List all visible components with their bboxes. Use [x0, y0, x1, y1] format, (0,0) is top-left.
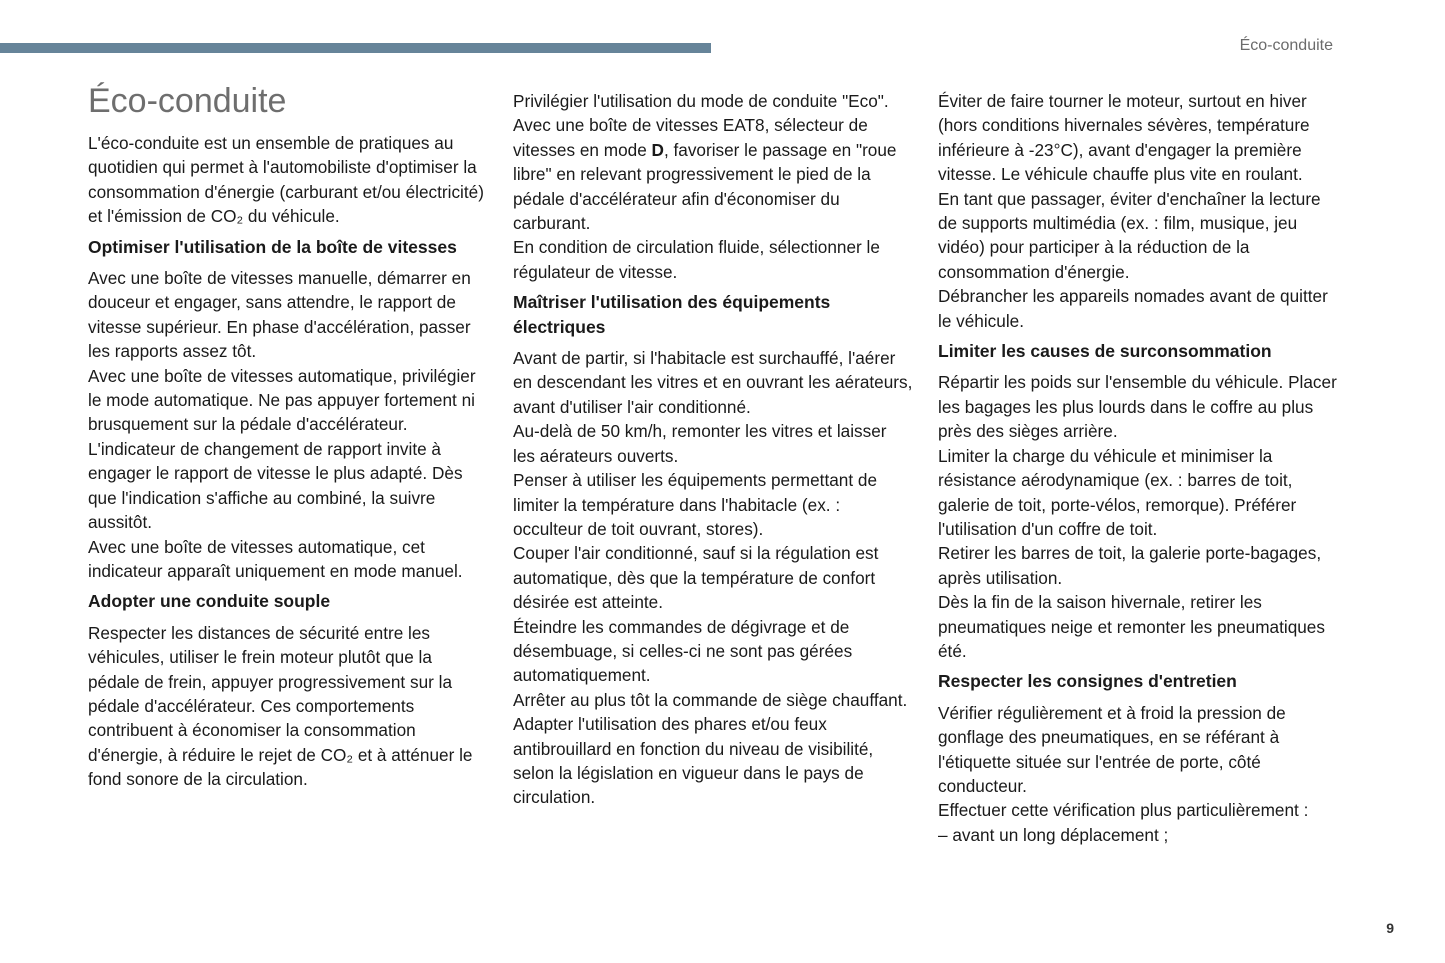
paragraph: [938, 89, 1338, 187]
section-heading: Adopter une conduite souple: [88, 591, 331, 612]
text-run: Privilégier l'utilisation du mode de conduite "Eco".: [513, 91, 889, 111]
bold-text: D: [651, 139, 664, 160]
text-run: Éviter de faire tourner le moteur, surtout en hiver (hors conditions hivernales sévères, température inférieure à -23°C), avant d'engager la première vitesse. Le véhicule chauffe plus vite en roulant.: [938, 91, 1310, 185]
paragraph: [938, 701, 1338, 799]
text-run: Avec une boîte de vitesses automatique, cet indicateur apparaît uniquement en mode manuel.: [88, 536, 463, 581]
paragraph: [513, 712, 913, 810]
section-heading: Limiter les causes de surconsommation: [938, 341, 1272, 362]
page-title: Éco-conduite: [88, 82, 287, 120]
paragraph: [938, 590, 1338, 663]
text-run: Penser à utiliser les équipements permettant de limiter la température dans l'habitacle (ex. : occulteur de toit ouvrant, stores).: [513, 470, 878, 539]
column-2: [513, 89, 913, 810]
text-run: , favoriser le passage en "roue libre" en relevant progressivement le pied de la pédale d'accélérateur afin d'économiser du carburant.: [513, 139, 897, 234]
text-run: Limiter la charge du véhicule et minimiser la résistance aérodynamique (ex. : barres de toit, galerie de toit, porte-vélos, remorque). Préférer l'utilisation d'un coffre de toit.: [938, 445, 1297, 539]
text-run: En condition de circulation fluide, sélectionner le régulateur de vitesse.: [513, 237, 880, 282]
paragraph: [513, 235, 913, 284]
paragraph: [88, 437, 486, 535]
text-run: Avec une boîte de vitesses automatique, privilégier le mode automatique. Ne pas appuyer fortement ni brusquement sur la pédale d'accélérateur.: [88, 365, 476, 435]
text-run: L'indicateur de changement de rapport invite à engager le rapport de vitesse le plus adapté. Dès que l'indication s'affiche au combiné, la suivre aussitôt.: [88, 438, 463, 533]
text-run: En tant que passager, éviter d'enchaîner la lecture de supports multimédia (ex. : film, musique, jeu vidéo) pour participer à la réduction de la consommation d'énergie.: [938, 188, 1321, 282]
paragraph: [513, 688, 913, 712]
text-run: Arrêter au plus tôt la commande de siège chauffant.: [513, 689, 908, 710]
text-run: Couper l'air conditionné, sauf si la régulation est automatique, dès que la température de confort désirée est atteinte.: [513, 543, 879, 613]
text-run: L'éco-conduite est un ensemble de pratiques au quotidien qui permet à l'automobiliste d'optimiser la consommation d'énergie (carburant et/ou électricité) et l'émission de CO₂ du véhicule.: [88, 133, 484, 227]
text-run: Effectuer cette vérification plus particulièrement :: [938, 800, 1309, 821]
paragraph: [513, 541, 913, 614]
running-title: Éco-conduite: [1239, 37, 1333, 54]
paragraph: [513, 468, 913, 541]
text-run: Vérifier régulièrement et à froid la pression de gonflage des pneumatiques, en se référant à l'étiquette située sur l'entrée de porte, côté conducteur.: [938, 702, 1286, 796]
column-1: [88, 131, 486, 792]
text-run: Respecter les distances de sécurité entre les véhicules, utiliser le frein moteur plutôt que la pédale de frein, appuyer progressivement sur la pédale d'accélérateur. Ces comportements contribuent à économiser la consommation d'énergie, à réduire le rejet de CO₂ et à atténuer le fond sonore de la circulation.: [88, 622, 473, 790]
paragraph: [88, 621, 486, 792]
text-run: – avant un long déplacement ;: [938, 824, 1169, 845]
text-run: Retirer les barres de toit, la galerie porte-bagages, après utilisation.: [938, 543, 1322, 588]
page-number: 9: [1386, 920, 1394, 936]
text-run: Répartir les poids sur l'ensemble du véhicule. Placer les bagages les plus lourds dans le coffre au plus près des sièges arrière.: [938, 372, 1337, 442]
text-run: Avant de partir, si l'habitacle est surchauffé, l'aérer en descendant les vitres et en ouvrant les aérateurs, avant d'utiliser l'air conditionné.: [513, 348, 913, 417]
paragraph: [513, 346, 913, 419]
paragraph: [88, 535, 486, 584]
text-run: Avec une boîte de vitesses EAT8, sélecteur de vitesses en mode: [513, 115, 868, 160]
header-bar: [0, 43, 711, 53]
paragraph: [938, 541, 1338, 590]
text-run: Au-delà de 50 km/h, remonter les vitres et laisser les aérateurs ouverts.: [513, 421, 887, 466]
paragraph: [513, 419, 913, 468]
text-run: Avec une boîte de vitesses manuelle, démarrer en douceur et engager, sans attendre, le rapport de vitesse supérieur. En phase d'accélération, passer les rapports assez tôt.: [88, 268, 471, 362]
paragraph: [938, 370, 1338, 443]
paragraph: [513, 113, 913, 235]
text-run: Adapter l'utilisation des phares et/ou feux antibrouillard en fonction du niveau de visibilité, selon la législation en vigueur dans le pays de circulation.: [513, 714, 874, 808]
section-heading: Optimiser l'utilisation de la boîte de vitesses: [88, 236, 457, 257]
paragraph: [88, 364, 486, 437]
paragraph: [938, 823, 1338, 847]
text-run: Débrancher les appareils nomades avant de quitter le véhicule.: [938, 286, 1328, 331]
column-3: [938, 89, 1338, 847]
paragraph: [513, 615, 913, 688]
paragraph: [938, 798, 1338, 822]
section-heading: Maîtriser l'utilisation des équipements électriques: [513, 292, 831, 337]
paragraph: [938, 187, 1338, 285]
paragraph: [513, 89, 913, 113]
section-heading: Respecter les consignes d'entretien: [938, 671, 1237, 692]
text-run: Éteindre les commandes de dégivrage et de désembuage, si celles-ci ne sont pas gérées automatiquement.: [513, 616, 853, 686]
paragraph: [938, 444, 1338, 542]
paragraph: [88, 131, 486, 229]
paragraph: [88, 266, 486, 364]
paragraph: [938, 284, 1338, 333]
text-run: Dès la fin de la saison hivernale, retirer les pneumatiques neige et remonter les pneumatiques été.: [938, 592, 1325, 661]
